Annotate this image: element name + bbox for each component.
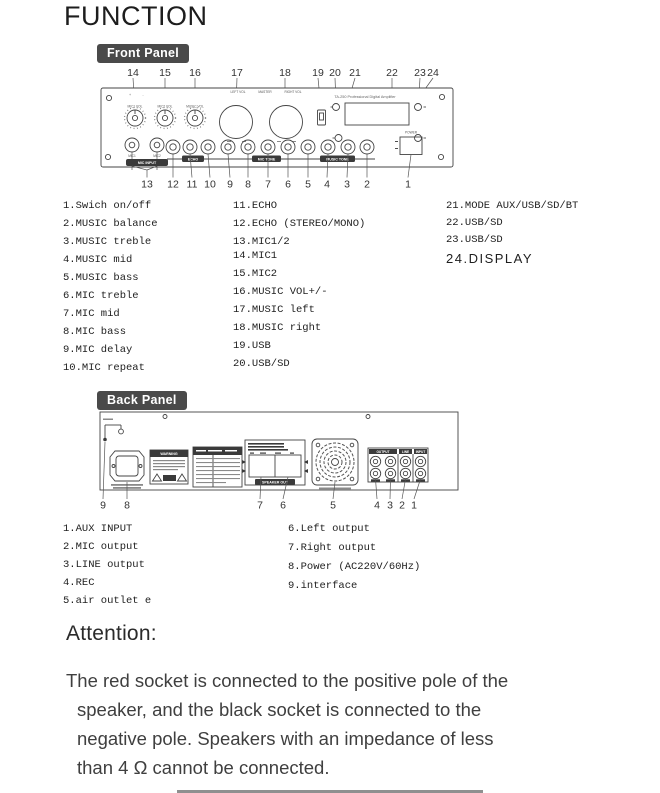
paragraph-line: than 4 Ω cannot be connected. <box>77 757 330 778</box>
back-legend-col2 <box>288 523 420 599</box>
legend-item: 5.air outlet e <box>63 595 152 607</box>
legend-item: 2.MUSIC balance <box>63 218 158 230</box>
front-legend-col2 <box>233 200 365 376</box>
svg-text:SPEAKER OUT: SPEAKER OUT <box>262 480 288 485</box>
legend-item: 9.interface <box>288 580 358 592</box>
svg-text:MIC1 VOL: MIC1 VOL <box>127 104 143 109</box>
legend-item: 14.MIC1 <box>233 250 278 262</box>
svg-text:10: 10 <box>204 178 216 191</box>
legend-item: 13.MIC1/2 <box>233 236 290 248</box>
legend-item: 1.AUX INPUT <box>63 523 133 535</box>
display-screen <box>345 103 409 125</box>
svg-text:7: 7 <box>265 178 271 191</box>
back-panel-badge: Back Panel <box>97 391 187 410</box>
paragraph-line: speaker, and the black socket is connected to the <box>77 699 482 720</box>
legend-item: 6.MIC treble <box>63 290 139 302</box>
svg-text:1: 1 <box>411 499 417 512</box>
svg-text:8: 8 <box>245 178 251 191</box>
front-bottom-callouts <box>141 179 411 191</box>
svg-text:+: + <box>129 93 131 97</box>
svg-text:14: 14 <box>127 67 139 79</box>
front-top-callouts <box>127 67 439 79</box>
paragraph-line: negative pole. Speakers with an impedance of less <box>77 728 494 749</box>
legend-item: 5.MUSIC bass <box>63 272 139 284</box>
back-callouts <box>100 500 417 512</box>
svg-text:MIC2 VOL: MIC2 VOL <box>157 104 173 109</box>
legend-item: 11.ECHO <box>233 200 278 212</box>
svg-text:11: 11 <box>186 178 198 191</box>
svg-text:5: 5 <box>305 178 311 191</box>
svg-text:7: 7 <box>257 499 263 512</box>
svg-text:6: 6 <box>285 178 291 191</box>
legend-item: 17.MUSIC left <box>233 304 315 316</box>
legend-item: 4.REC <box>63 577 95 589</box>
svg-text:12: 12 <box>167 178 179 191</box>
legend-item: 22.USB/SD <box>446 217 503 229</box>
legend-item: 16.MUSIC VOL+/- <box>233 286 328 298</box>
legend-item: 7.Right output <box>288 542 377 554</box>
svg-text:WARNING: WARNING <box>160 452 178 456</box>
legend-item: 8.Power (AC220V/60Hz) <box>288 561 421 573</box>
svg-text:MIC1: MIC1 <box>128 154 136 158</box>
svg-text:LEFT VOL: LEFT VOL <box>230 90 246 94</box>
legend-item: 20.USB/SD <box>233 358 290 370</box>
svg-text:15: 15 <box>159 67 171 79</box>
svg-text:LINE: LINE <box>401 450 410 454</box>
svg-text:9: 9 <box>227 178 233 191</box>
page-title: FUNCTION <box>64 1 208 31</box>
svg-text:POWER: POWER <box>404 130 418 135</box>
legend-item: 23.USB/SD <box>446 234 503 246</box>
back-panel-diagram <box>95 405 465 520</box>
legend-item: 24.DISPLAY <box>446 251 534 266</box>
legend-item: 15.MIC2 <box>233 268 278 280</box>
svg-text:4: 4 <box>324 178 330 191</box>
legend-item: 18.MUSIC right <box>233 322 322 334</box>
svg-text:8: 8 <box>124 499 130 512</box>
back-legend-col1 <box>63 523 151 613</box>
paragraph-line: The red socket is connected to the positive pole of the <box>66 670 509 691</box>
legend-item: 9.MIC delay <box>63 344 133 356</box>
svg-text:6: 6 <box>280 499 286 512</box>
svg-text:-: - <box>142 93 144 97</box>
svg-text:23: 23 <box>414 67 426 79</box>
legend-item: 2.MIC output <box>63 541 139 553</box>
music-tone-group-label: MUSIC TONE <box>326 157 349 162</box>
echo-group-label: ECHO <box>187 157 199 162</box>
legend-item: 7.MIC mid <box>63 308 120 320</box>
attention-heading: Attention: <box>66 622 157 645</box>
legend-item: 19.USB <box>233 340 271 352</box>
legend-item: 6.Left output <box>288 523 370 535</box>
brand-text: TA-250 Professional Digital Amplifier <box>334 95 396 99</box>
svg-text:RIGHT VOL: RIGHT VOL <box>284 90 302 94</box>
svg-text:3: 3 <box>387 499 393 512</box>
svg-text:21: 21 <box>349 67 361 79</box>
front-legend-col3 <box>446 200 578 268</box>
legend-item: 3.MUSIC treble <box>63 236 152 248</box>
svg-text:19: 19 <box>312 67 324 79</box>
svg-text:5: 5 <box>330 499 336 512</box>
svg-text:16: 16 <box>189 67 201 79</box>
svg-text:INPUT: INPUT <box>415 450 426 454</box>
svg-text:24: 24 <box>427 67 439 79</box>
legend-item: 21.MODE AUX/USB/SD/BT <box>446 200 579 212</box>
legend-item: 3.LINE output <box>63 559 145 571</box>
svg-text:22: 22 <box>386 67 398 79</box>
svg-text:OUTPUT: OUTPUT <box>376 450 390 454</box>
attention-paragraph <box>66 666 561 782</box>
svg-text:4: 4 <box>374 499 380 512</box>
legend-item: 4.MUSIC mid <box>63 254 133 266</box>
front-panel-diagram <box>95 60 465 200</box>
svg-text:17: 17 <box>231 67 243 79</box>
svg-text:MUSIC VOL: MUSIC VOL <box>186 104 204 109</box>
svg-text:2: 2 <box>364 178 370 191</box>
svg-text:9: 9 <box>100 499 106 512</box>
svg-text:MIC2: MIC2 <box>153 154 161 158</box>
legend-item: 8.MIC bass <box>63 326 127 338</box>
legend-item: 10.MIC repeat <box>63 362 145 374</box>
svg-text:MIC INPUT: MIC INPUT <box>137 161 157 165</box>
svg-text:1: 1 <box>405 178 411 191</box>
legend-item: 12.ECHO (STEREO/MONO) <box>233 218 366 230</box>
svg-text:20: 20 <box>329 67 341 79</box>
master-label: MASTER <box>258 90 272 94</box>
front-panel-badge: Front Panel <box>97 44 189 63</box>
svg-text:13: 13 <box>141 178 153 191</box>
legend-item: 1.Swich on/off <box>63 200 152 212</box>
svg-text:3: 3 <box>344 178 350 191</box>
front-legend-col1 <box>63 200 158 380</box>
mic-tone-group-label: MIC TONE <box>257 157 276 162</box>
svg-text:2: 2 <box>399 499 405 512</box>
svg-text:18: 18 <box>279 67 291 79</box>
